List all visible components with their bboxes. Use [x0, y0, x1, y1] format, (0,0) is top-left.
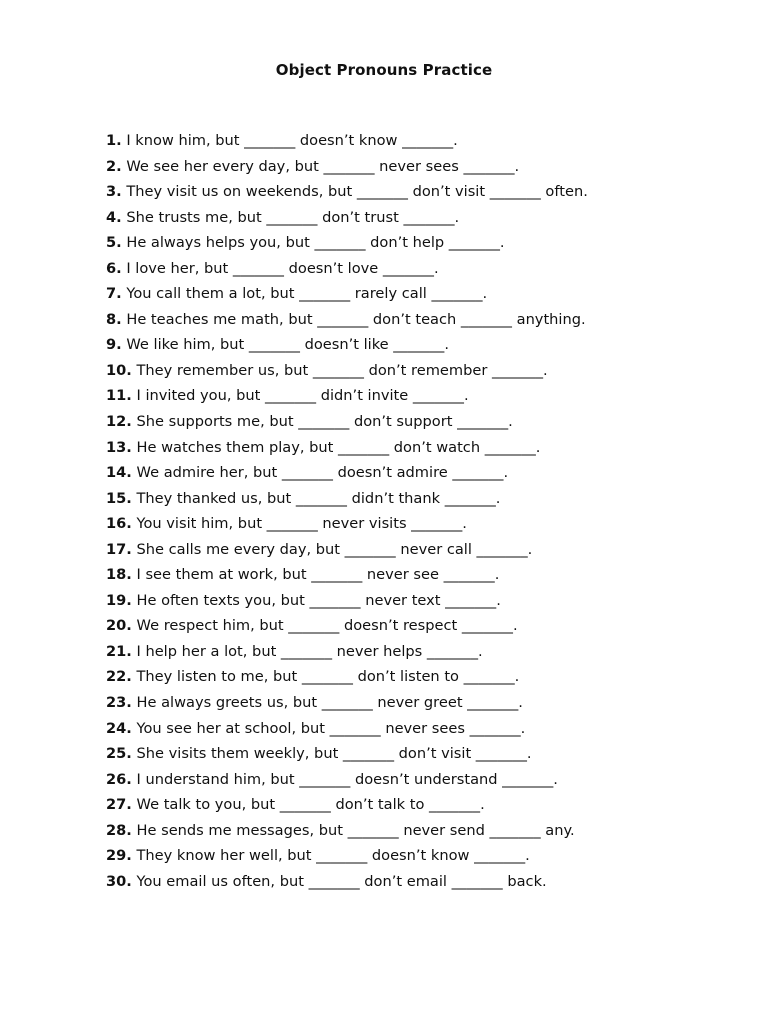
question-text: They listen to me, but _______ don’t listen to _______.: [136, 668, 520, 686]
question-item: [106, 179, 588, 205]
question-number: 2.: [106, 157, 122, 175]
question-number: 23.: [106, 694, 132, 712]
question-number: 16.: [106, 515, 132, 533]
question-number: 8.: [106, 310, 122, 328]
question-item: [106, 230, 588, 256]
question-item: [106, 128, 588, 154]
question-text: I love her, but _______ doesn’t love _______.: [126, 259, 439, 277]
question-number: 19.: [106, 591, 132, 609]
question-text: They remember us, but _______ don’t remember _______.: [136, 361, 548, 379]
question-number: 11.: [106, 387, 132, 405]
question-item: [106, 358, 588, 384]
question-item: [106, 435, 588, 461]
question-item: [106, 256, 588, 282]
question-item: [106, 639, 588, 665]
question-item: [106, 154, 588, 180]
question-item: [106, 588, 588, 614]
question-item: [106, 486, 588, 512]
question-number: 6.: [106, 259, 122, 277]
page-title: Object Pronouns Practice: [275, 61, 493, 79]
question-number: 4.: [106, 208, 122, 226]
question-number: 1.: [106, 132, 122, 149]
question-text: You see her at school, but _______ never sees _______.: [136, 719, 526, 737]
question-number: 12.: [106, 413, 132, 431]
question-item: [106, 818, 588, 844]
question-item: [106, 690, 588, 716]
question-text: You visit him, but _______ never visits _______.: [136, 515, 467, 533]
question-text: We talk to you, but _______ don’t talk to _______.: [136, 796, 485, 814]
question-item: [106, 869, 588, 895]
question-number: 29.: [106, 847, 132, 865]
question-number: 9.: [106, 336, 122, 354]
question-number: 15.: [106, 489, 132, 507]
question-number: 14.: [106, 464, 132, 482]
question-text: I invited you, but _______ didn’t invite _______.: [136, 387, 469, 405]
question-text: I know him, but _______ doesn’t know _______.: [126, 132, 458, 149]
question-text: I see them at work, but _______ never see _______.: [136, 566, 500, 584]
question-text: He sends me messages, but _______ never send _______ any.: [136, 821, 575, 839]
question-item: [106, 664, 588, 690]
question-number: 26.: [106, 770, 132, 788]
question-text: They visit us on weekends, but _______ don’t visit _______ often.: [126, 183, 588, 201]
question-number: 3.: [106, 183, 122, 201]
question-text: We admire her, but _______ doesn’t admire _______.: [136, 464, 509, 482]
question-number: 10.: [106, 361, 132, 379]
question-number: 28.: [106, 821, 132, 839]
question-text: I help her a lot, but _______ never helps _______.: [136, 642, 483, 660]
question-text: They thanked us, but _______ didn’t thank _______.: [136, 489, 501, 507]
question-number: 24.: [106, 719, 132, 737]
question-number: 17.: [106, 540, 132, 558]
question-item: [106, 460, 588, 486]
question-item: [106, 383, 588, 409]
question-item: [106, 409, 588, 435]
question-text: She supports me, but _______ don’t support _______.: [136, 413, 513, 431]
question-text: He teaches me math, but _______ don’t teach _______ anything.: [126, 310, 586, 328]
question-number: 25.: [106, 745, 132, 763]
question-text: He often texts you, but _______ never text _______.: [136, 591, 501, 609]
question-number: 7.: [106, 285, 122, 303]
question-text: He always helps you, but _______ don’t help _______.: [126, 234, 505, 252]
question-text: We see her every day, but _______ never sees _______.: [126, 157, 520, 175]
question-item: [106, 307, 588, 333]
question-text: He always greets us, but _______ never greet _______.: [136, 694, 523, 712]
question-item: [106, 205, 588, 231]
question-list: [106, 128, 588, 894]
question-item: [106, 562, 588, 588]
question-text: I understand him, but _______ doesn’t understand _______.: [136, 770, 558, 788]
question-number: 18.: [106, 566, 132, 584]
question-text: They know her well, but _______ doesn’t know _______.: [136, 847, 530, 865]
question-text: You email us often, but _______ don’t email _______ back.: [136, 872, 547, 890]
question-text: We respect him, but _______ doesn’t respect _______.: [136, 617, 518, 635]
question-item: [106, 281, 588, 307]
question-item: [106, 613, 588, 639]
question-text: We like him, but _______ doesn’t like _______.: [126, 336, 449, 354]
question-number: 30.: [106, 872, 132, 890]
question-item: [106, 511, 588, 537]
question-item: [106, 537, 588, 563]
question-number: 5.: [106, 234, 122, 252]
question-item: [106, 843, 588, 869]
question-item: [106, 741, 588, 767]
question-item: [106, 716, 588, 742]
question-text: She trusts me, but _______ don’t trust _______.: [126, 208, 460, 226]
question-text: She visits them weekly, but _______ don’t visit _______.: [136, 745, 532, 763]
question-text: She calls me every day, but _______ never call _______.: [136, 540, 533, 558]
question-number: 13.: [106, 438, 132, 456]
question-number: 27.: [106, 796, 132, 814]
question-item: [106, 332, 588, 358]
question-number: 21.: [106, 642, 132, 660]
question-item: [106, 767, 588, 793]
question-number: 22.: [106, 668, 132, 686]
question-text: He watches them play, but _______ don’t watch _______.: [136, 438, 541, 456]
question-text: You call them a lot, but _______ rarely call _______.: [126, 285, 488, 303]
question-number: 20.: [106, 617, 132, 635]
question-item: [106, 792, 588, 818]
